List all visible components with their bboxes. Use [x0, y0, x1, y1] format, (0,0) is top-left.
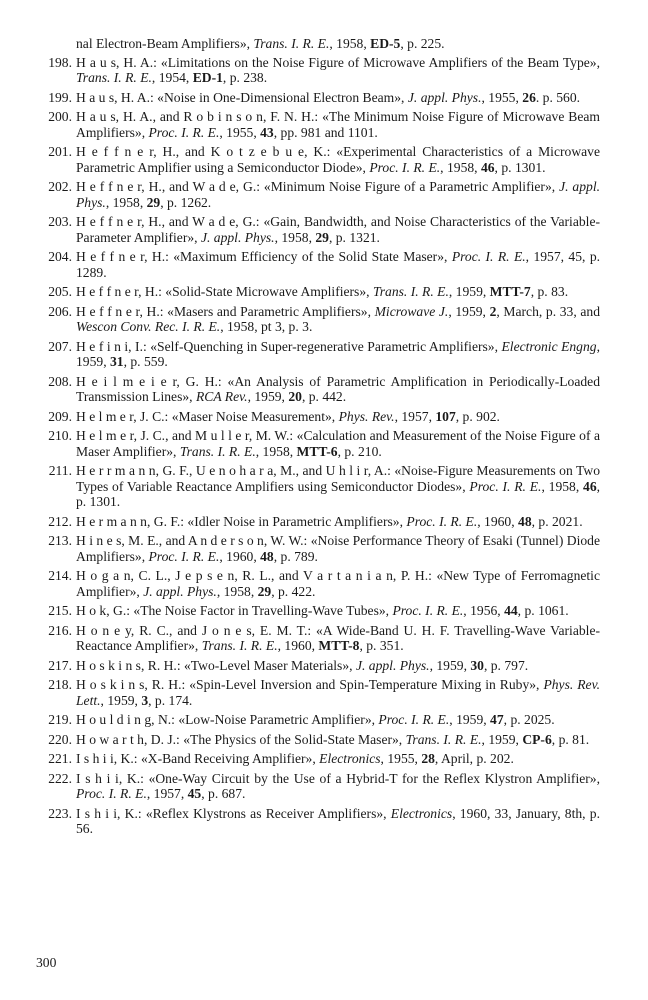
reference-text: , p. 422. [271, 583, 316, 599]
reference-number: 213. [48, 533, 72, 548]
reference-text: H a u s, H. A., and R o b i n s o n, F. N. H.: «The Minimum Noise Figure of Microwave Beam Amplifiers», [76, 109, 600, 140]
reference-entry [36, 90, 600, 106]
reference-text: , p. 902. [455, 408, 500, 424]
volume-number: 2 [489, 303, 497, 319]
reference-text: , p. 559. [123, 354, 168, 369]
journal-name: Trans. I. R. E. [372, 284, 449, 299]
reference-number: 208. [48, 373, 72, 389]
reference-text: , p. 442. [301, 389, 347, 404]
volume-number: ED-1 [192, 70, 223, 85]
volume-number: 46 [480, 159, 495, 175]
journal-name: Electronics [390, 805, 453, 821]
reference-entry [36, 677, 600, 708]
reference-text: H e i l m e i e r, G. H.: «An Analysis of Parametric Amplification in Periodically-Loaded Transmission Lines», [76, 373, 600, 404]
reference-text: , 1954, [151, 70, 193, 85]
reference-text: I s h i i, K.: «Reflex Klystrons as Receiver Amplifiers», [76, 805, 391, 821]
reference-text: , 1956, [463, 603, 505, 618]
page-number: 300 [36, 955, 57, 970]
reference-text: , 1959, [429, 657, 471, 673]
reference-text: , p. 81. [551, 731, 590, 747]
reference-text: , 1958, [216, 583, 258, 599]
reference-text: , p. 225. [400, 36, 445, 51]
volume-number: MTT-6 [296, 443, 338, 459]
reference-text: , 1959, [449, 712, 491, 727]
journal-name: Proc. I. R. E. [148, 124, 220, 140]
journal-name: J. appl. Phys. [200, 229, 275, 245]
reference-list [36, 36, 600, 837]
volume-number: 48 [518, 513, 532, 529]
journal-name: Proc. I. R. E. [392, 603, 464, 618]
reference-entry [36, 249, 600, 280]
reference-text: , 1958, [274, 229, 316, 245]
reference-text: H e r m a n n, G. F.: «Idler Noise in Parametric Amplifiers», [76, 513, 407, 529]
reference-text: H e f f n e r, H., and K o t z e b u e, K.: «Experimental Characteristics of a Microwave Parametric Amplifier using a Semiconductor Diode», [76, 144, 600, 175]
reference-entry [36, 732, 600, 748]
reference-number: 215. [48, 603, 72, 618]
reference-text: , 1958, [541, 478, 584, 494]
journal-name: Proc. I. R. E. [148, 548, 220, 564]
volume-number: CP-6 [522, 731, 552, 747]
reference-number: 217. [48, 657, 72, 673]
reference-text: , 1960, [277, 638, 319, 653]
journal-name: RCA Rev. [195, 389, 248, 404]
journal-name: Proc. I. R. E. [378, 712, 450, 727]
reference-number: 218. [48, 677, 72, 692]
journal-name: Proc. I. R. E. [76, 786, 147, 801]
reference-number: 207. [48, 338, 72, 354]
journal-name: Microwave J. [374, 303, 449, 319]
reference-text: , 1957, [146, 786, 188, 801]
reference-entry [36, 568, 600, 599]
volume-number: 47 [490, 712, 504, 727]
reference-number: 211. [48, 463, 72, 478]
volume-number: ED-5 [370, 36, 401, 51]
journal-name: J. appl. Phys. [76, 179, 601, 210]
reference-entry [36, 409, 600, 425]
reference-entry [36, 55, 600, 86]
reference-number: 214. [48, 568, 72, 583]
reference-number: 206. [48, 303, 72, 319]
reference-entry [36, 771, 600, 802]
volume-number: 46 [583, 478, 597, 494]
journal-name: Trans. I. R. E. [76, 70, 152, 85]
reference-number: 210. [48, 428, 72, 443]
volume-number: 20 [288, 389, 302, 404]
reference-entry [36, 603, 600, 619]
reference-text: , p. 687. [201, 786, 246, 801]
volume-number: 44 [504, 603, 518, 618]
reference-number: 209. [48, 408, 72, 424]
volume-number: 3 [141, 692, 149, 708]
reference-text: H e f f n e r, H.: «Solid-State Microwave Amplifiers», [76, 284, 373, 299]
reference-entry [36, 304, 600, 335]
reference-text: H o g a n, C. L., J e p s e n, R. L., and V a r t a n i a n, P. H.: «New Type of Ferromagnetic Amplifier», [76, 568, 600, 599]
journal-name: Trans. I. R. E. [201, 638, 278, 653]
reference-text: , 1960, 33, January, 8th, p. 56. [76, 805, 600, 836]
reference-text: , p. 210. [337, 443, 382, 459]
reference-text: , 1959, [247, 389, 289, 404]
reference-text: , 1955, [380, 751, 422, 766]
reference-text: , p. 1262. [160, 194, 212, 210]
journal-name: J. appl. Phys. [355, 657, 430, 673]
reference-text: , 1960, [219, 548, 261, 564]
journal-name: Trans. I. R. E. [179, 443, 256, 459]
reference-entry [36, 214, 600, 245]
reference-text: , 1955, [219, 124, 261, 140]
reference-text: H e l m e r, J. C., and M u l l e r, M. W.: «Calculation and Measurement of the Noise Figure of a Maser Amplifier», [76, 428, 600, 459]
reference-text: , 1959, [448, 284, 490, 299]
reference-entry [36, 806, 600, 837]
reference-text: , p. 238. [222, 70, 268, 85]
reference-entry [36, 751, 600, 767]
reference-text: , 1958, [440, 159, 481, 175]
reference-text: H e l m e r, J. C.: «Maser Noise Measurement», [76, 408, 339, 424]
reference-text: , p. 2025. [503, 712, 555, 727]
reference-number: 221. [48, 751, 72, 766]
reference-entry [36, 144, 600, 175]
reference-text: , March, p. 33, and [496, 303, 600, 319]
volume-number: 48 [260, 548, 274, 564]
reference-number: 198. [48, 54, 72, 70]
reference-text: H e f f n e r, H.: «Masers and Parametric Amplifiers», [76, 303, 375, 319]
reference-text: H i n e s, M. E., and A n d e r s o n, W. W.: «Noise Performance Theory of Esaki (Tunnel) Diode Amplifiers», [76, 533, 600, 564]
journal-name: Proc. I. R. E. [369, 159, 441, 175]
reference-text: , p. 1301. [494, 159, 546, 175]
journal-name: Trans. I. R. E. [405, 731, 482, 747]
journal-name: J. appl. Phys. [407, 89, 482, 105]
reference-text: , 1958, [255, 443, 297, 459]
journal-name: Electronics [319, 751, 381, 766]
reference-text: H o s k i n s, R. H.: «Spin-Level Inversion and Spin-Temperature Mixing in Ruby», [76, 677, 544, 692]
reference-text: , 1958, pt 3, p. 3. [220, 319, 313, 334]
reference-text: , April, p. 202. [434, 751, 514, 766]
reference-text: , p. 1301. [76, 478, 601, 509]
reference-text: H o n e y, R. C., and J o n e s, E. M. T.: «A Wide-Band U. H. F. Travelling-Wave Variable-Reactance Amplifier», [76, 622, 600, 653]
reference-entry [36, 514, 600, 530]
reference-text: H a u s, H. A.: «Limitations on the Noise Figure of Microwave Amplifiers of the Beam Type», [76, 54, 600, 70]
reference-text: H e f f n e r, H.: «Maximum Efficiency of the Solid State Maser», [76, 249, 452, 264]
reference-text: , p. 797. [483, 657, 529, 673]
reference-entry [36, 658, 600, 674]
volume-number: 28 [421, 751, 435, 766]
reference-text: H o w a r t h, D. J.: «The Physics of the Solid-State Maser», [76, 731, 406, 747]
reference-text: , p. 1321. [328, 229, 380, 245]
reference-text: , pp. 981 and 1101. [273, 124, 378, 140]
journal-name: Proc. I. R. E. [406, 513, 478, 529]
journal-name: Phys. Rev. Lett. [76, 677, 600, 708]
reference-text: , 1957, 45, p. 1289. [76, 249, 601, 280]
reference-number: 199. [48, 89, 72, 105]
reference-text: H e r r m a n n, G. F., U e n o h a r a, M., and U h l i r, A.: «Noise-Figure Measurements on Two Types of Variable Reactance Amplifiers using Semiconductor Diodes», [76, 463, 600, 494]
volume-number: 29 [315, 229, 329, 245]
volume-number: MTT-8 [318, 638, 360, 653]
journal-name: Trans. I. R. E. [253, 36, 330, 51]
volume-number: 30 [470, 657, 484, 673]
reference-text: , p. 83. [530, 284, 569, 299]
reference-text: . p. 560. [535, 89, 581, 105]
reference-entry [36, 339, 600, 370]
reference-text: I s h i i, K.: «X-Band Receiving Amplifier», [76, 751, 320, 766]
reference-text: , 1958, [329, 36, 371, 51]
reference-text: , p. 789. [273, 548, 318, 564]
reference-text: H e f f n e r, H., and W a d e, G.: «Gain, Bandwidth, and Noise Characteristics of the Variable-Parameter Amplifier», [76, 214, 600, 245]
reference-text: nal Electron-Beam Amplifiers», [76, 36, 254, 51]
reference-number: 212. [48, 513, 72, 529]
reference-number: 204. [48, 249, 72, 264]
reference-text: H e f i n i, I.: «Self-Quenching in Super-regenerative Parametric Amplifiers», [76, 338, 502, 354]
reference-entry [36, 179, 600, 210]
reference-entry [36, 623, 600, 654]
volume-number: 45 [187, 786, 202, 801]
volume-number: 107 [435, 408, 456, 424]
reference-number: 223. [48, 805, 72, 821]
reference-number: 222. [48, 770, 72, 786]
reference-text: , 1955, [481, 89, 523, 105]
reference-text: H o s k i n s, R. H.: «Two-Level Maser Materials», [76, 657, 356, 673]
reference-text: , 1959, [76, 338, 600, 369]
reference-text: H e f f n e r, H., and W a d e, G.: «Minimum Noise Figure of a Parametric Amplifier», [76, 179, 560, 194]
reference-text: H o k, G.: «The Noise Factor in Travelling-Wave Tubes», [76, 603, 393, 618]
reference-number: 219. [48, 712, 72, 727]
journal-name: Proc. I. R. E. [469, 478, 542, 494]
reference-text: , p. 1061. [517, 603, 569, 618]
reference-text: , p. 2021. [531, 513, 583, 529]
reference-text: I s h i i, K.: «One-Way Circuit by the Use of a Hybrid-T for the Reflex Klystron Amplifier», [76, 770, 600, 786]
volume-number: 29 [257, 583, 272, 599]
volume-number: 31 [109, 354, 124, 369]
volume-number: MTT-7 [489, 284, 531, 299]
volume-number: 29 [146, 194, 161, 210]
reference-entry [36, 463, 600, 510]
reference-text: , p. 174. [148, 692, 193, 708]
reference-entry [36, 109, 600, 140]
reference-text: , 1959, [448, 303, 490, 319]
reference-number: 201. [48, 144, 72, 159]
reference-text: , 1957, [394, 408, 436, 424]
reference-number: 216. [48, 622, 72, 638]
reference-entry [36, 428, 600, 459]
reference-number: 202. [48, 179, 72, 194]
reference-text: , 1959, [100, 692, 142, 708]
volume-number: 43 [260, 124, 274, 140]
reference-text: , p. 351. [359, 638, 404, 653]
journal-name: Electronic Engng [501, 338, 597, 354]
journal-name: Proc. I. R. E. [451, 249, 526, 264]
reference-entry [36, 284, 600, 300]
reference-number: 200. [48, 109, 72, 124]
reference-number: 220. [48, 731, 72, 747]
reference-continuation [36, 36, 600, 52]
reference-text: H o u l d i n g, N.: «Low-Noise Parametric Amplifier», [76, 712, 379, 727]
journal-name: Phys. Rev. [338, 408, 395, 424]
reference-entry [36, 712, 600, 728]
reference-text: , 1959, [481, 731, 523, 747]
reference-number: 205. [48, 284, 72, 299]
journal-name: J. appl. Phys. [143, 583, 217, 599]
reference-text: H a u s, H. A.: «Noise in One-Dimensional Electron Beam», [76, 89, 408, 105]
volume-number: 26 [522, 89, 536, 105]
reference-entry [36, 533, 600, 564]
reference-number: 203. [48, 214, 72, 229]
reference-text: , 1960, [477, 513, 519, 529]
journal-name: Wescon Conv. Rec. I. R. E. [76, 319, 221, 334]
reference-text: , 1958, [105, 194, 147, 210]
reference-entry [36, 374, 600, 405]
